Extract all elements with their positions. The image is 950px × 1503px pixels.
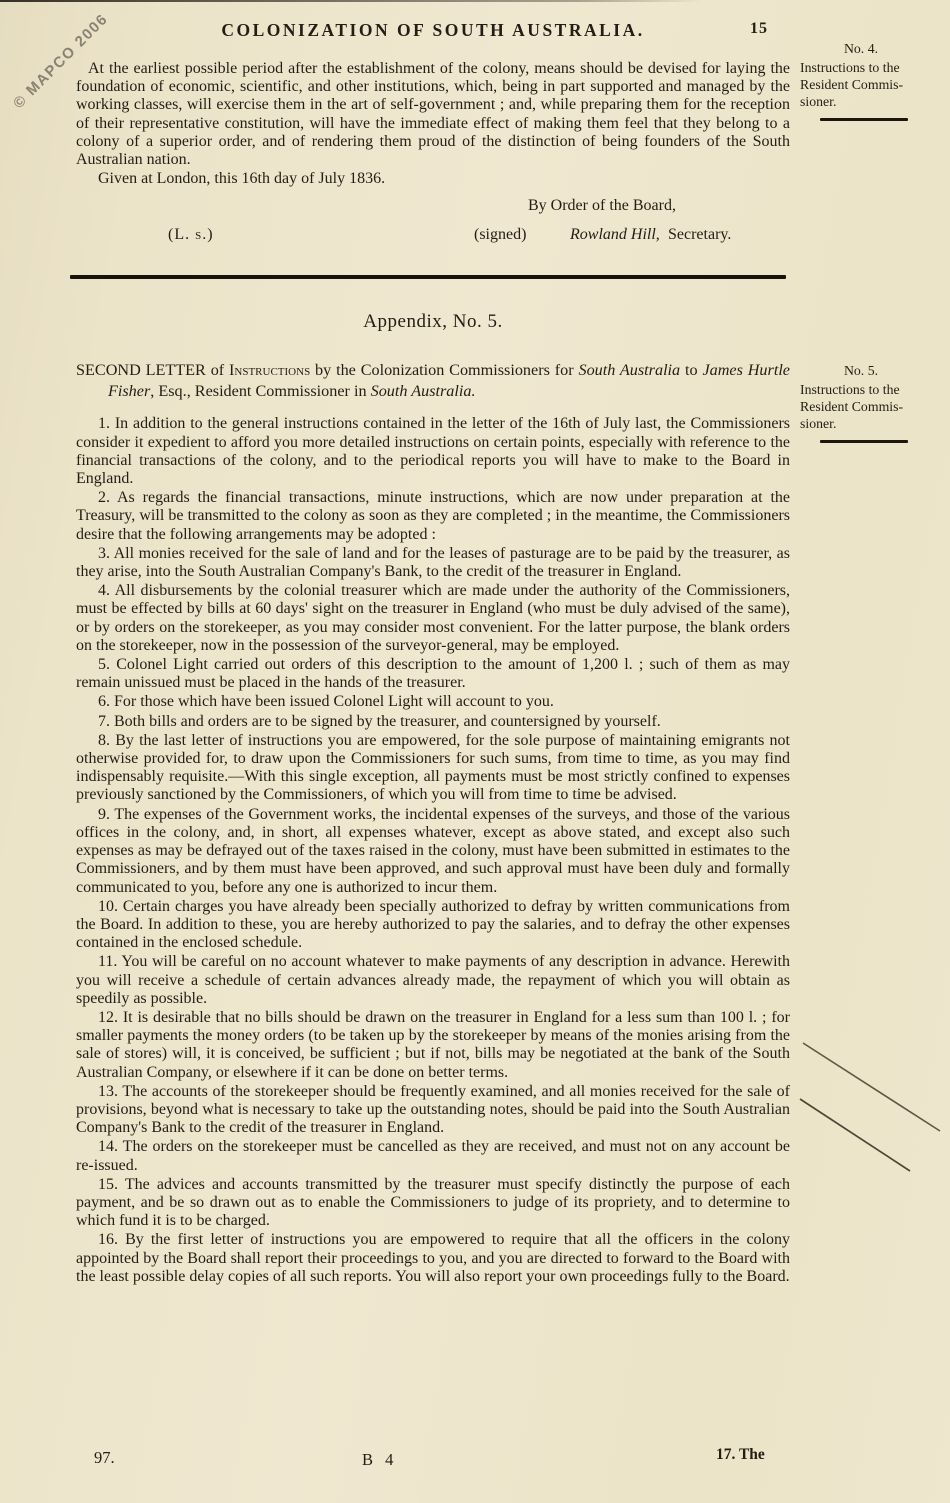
margin-note-no4 <box>800 40 950 121</box>
instruction-paragraph-13: 13. The accounts of the storekeeper should be frequently examined, and all monies received for the sale of provisions, beyond what is necessary to take up the outstanding notes, should be paid into the South Australian Company's Bank to the credit of the treasurer in England. <box>76 1082 790 1137</box>
heading-instructions: Instructions <box>229 361 311 380</box>
page-top-edge-shadow <box>0 0 703 2</box>
margin-note-no4-line3: sioner. <box>800 94 837 109</box>
numbered-instructions <box>76 415 790 1286</box>
margin-note-no4-line2: Resident Commis- <box>800 77 904 92</box>
margin-note-no5-line1: Instructions to the <box>800 382 900 397</box>
footer-signature-mark: 97. <box>94 1448 115 1467</box>
instruction-paragraph-6: 6. For those which have been issued Colonel Light will account to you. <box>98 693 554 711</box>
margin-note-no5-line3: sioner. <box>800 416 837 431</box>
margin-note-no5-line2: Resident Commis- <box>800 399 904 414</box>
instruction-paragraph-8: 8. By the last letter of instructions you are empowered, for the sole purpose of maintaining emigrants not otherwise provided for, to draw upon the Commissioners for such sums, from time to time, as you may find indispensably requisite.—With this single exception, all payments must be most strictly confined to expenses previously sanctioned by the Commissioners, of which you will from time to time be advised. <box>76 731 790 804</box>
instruction-paragraph-2: 2. As regards the financial transactions, minute instructions, which are now under preparation at the Treasury, will be transmitted to the colony as soon as they are completed ; in the meantime, the Commissioners desire that the following arrangements may be adopted : <box>76 489 790 543</box>
second-letter-heading: SECOND LETTER of Instructions by the Colonization Commissioners for South Australia to James Hurtle Fisher, Esq., Resident Commissioner in South Australia. <box>76 361 790 400</box>
running-head-title: COLONIZATION OF SOUTH AUSTRALIA. <box>221 20 645 40</box>
instruction-paragraph-7: 7. Both bills and orders are to be signed by the treasurer, and countersigned by yourself. <box>98 712 661 730</box>
heading-second-letter: SECOND LETTER <box>76 361 206 380</box>
signed-label: (signed) <box>474 226 527 244</box>
signature-title: Secretary. <box>668 226 732 244</box>
seal-mark: (L. s.) <box>168 226 214 244</box>
first-letter-closing-paragraph: At the earliest possible period after the establishment of the colony, means should be devised for laying the foundation of economic, scientific, and other institutions, which, being in part supported and managed by the working classes, will exercise them in the art of self-government ; and, while preparing them for the reception of their representative constitution, will have the immediate effect of making them feel that they belong to a colony of a superior order, and of rendering them proud of the distinction of being founders of the South Australian nation. <box>76 60 790 169</box>
margin-note-no5-number: No. 5. <box>843 363 879 378</box>
signature-row <box>76 226 790 248</box>
instruction-paragraph-11: 11. You will be careful on no account whatever to make payments of any description in advance. Herewith you will receive a schedule of certain advances already made, the repayment of which you will obtain as speedily as possible. <box>76 953 790 1007</box>
signature-name: Rowland Hill, <box>570 226 660 244</box>
by-order-line: By Order of the Board, <box>528 197 676 215</box>
appendix-heading: Appendix, No. 5. <box>363 311 503 333</box>
instruction-paragraph-1: 1. In addition to the general instructions contained in the letter of the 16th of July last, the Commissioners consider it expedient to afford you more detailed instructions on certain points, especially with reference to the financial transactions of the colony, and to the periodical reports you will have to make to the Board in England. <box>76 415 790 488</box>
instruction-paragraph-3: 3. All monies received for the sale of land and for the leases of pasturage are to be paid by the treasurer, as they arise, into the South Australian Company's Bank, to the credit of the treasurer in England. <box>76 544 790 581</box>
heading-james-hurtle-fisher: James Hurtle Fisher <box>108 361 790 400</box>
footer-gathering-mark: B 4 <box>362 1450 398 1469</box>
instruction-paragraph-14: 14. The orders on the storekeeper must be cancelled as they are received, and must not on any account be re-issued. <box>76 1138 790 1174</box>
copyright-watermark: © MAPCO 2006 <box>10 10 112 113</box>
instruction-paragraph-12: 12. It is desirable that no bills should be drawn on the treasurer in England for a less sum than 100 l. ; for smaller payments the money orders (to be taken up by the storekeeper by means of the monies arising from the sale of stores) will, it is conceived, be sufficient ; but if not, bills may be negotiated at the bank of the South Australian Company, or elsewhere if it can be done on better terms. <box>76 1008 790 1081</box>
margin-note-no4-line1: Instructions to the <box>800 60 900 75</box>
margin-note-no4-number: No. 4. <box>843 41 879 56</box>
section-divider-rule <box>70 275 786 279</box>
first-letter-dateline: Given at London, this 16th day of July 1836. <box>98 170 386 188</box>
heading-south-australia-2: South Australia. <box>370 381 476 400</box>
main-text-column <box>76 20 790 1286</box>
footer-catchword: 17. The <box>716 1446 765 1463</box>
instruction-paragraph-16: 16. By the first letter of instructions you are empowered to require that all the officers in the colony appointed by the Board shall report their proceedings to you, and you are directed to forward to the Board with the least possible delay copies of all such reports. You will also report your own proceedings fully to the Board. <box>76 1231 790 1285</box>
heading-south-australia-1: South Australia <box>578 361 681 380</box>
margin-note-no4-rule <box>820 118 908 121</box>
margin-note-no5 <box>800 362 950 443</box>
instruction-paragraph-10: 10. Certain charges you have already been specially authorized to defray by written communications from the Board. In addition to these, you are hereby authorized to pay the salaries, and to defray the other expenses contained in the enclosed schedule. <box>76 897 790 952</box>
instruction-paragraph-4: 4. All disbursements by the colonial treasurer which are made under the authority of the Commissioners, must be effected by bills at 60 days' sight on the treasurer in England (who must be duly advised of the same), or by orders on the storekeeper, as you may consider most convenient. For the latter purpose, the blank orders on the storekeeper, now in the possession of the surveyor-general, may be employed. <box>76 582 790 654</box>
instruction-paragraph-15: 15. The advices and accounts transmitted by the treasurer must specify distinctly the purpose of each payment, and be so drawn out as to enable the Commissioners to judge of its propriety, and to determine to which fund it is to be charged. <box>76 1175 790 1230</box>
instruction-paragraph-5: 5. Colonel Light carried out orders of this description to the amount of 1,200 l. ; such of them as may remain unissued must be placed in the hands of the treasurer. <box>76 656 790 692</box>
page-number: 15 <box>750 20 768 37</box>
instruction-paragraph-9: 9. The expenses of the Government works, the incidental expenses of the surveys, and those of the various offices in the colony, and, in short, all expenses whatever, except as above stated, and except also such expenses as may be defrayed out of the taxes raised in the colony, must have been submitted in estimates to the Commissioners, and by them must have been approved, and such approval must have been duly and formally communicated to you, before any one is authorized to incur them. <box>76 805 790 896</box>
margin-note-no5-rule <box>820 440 908 443</box>
